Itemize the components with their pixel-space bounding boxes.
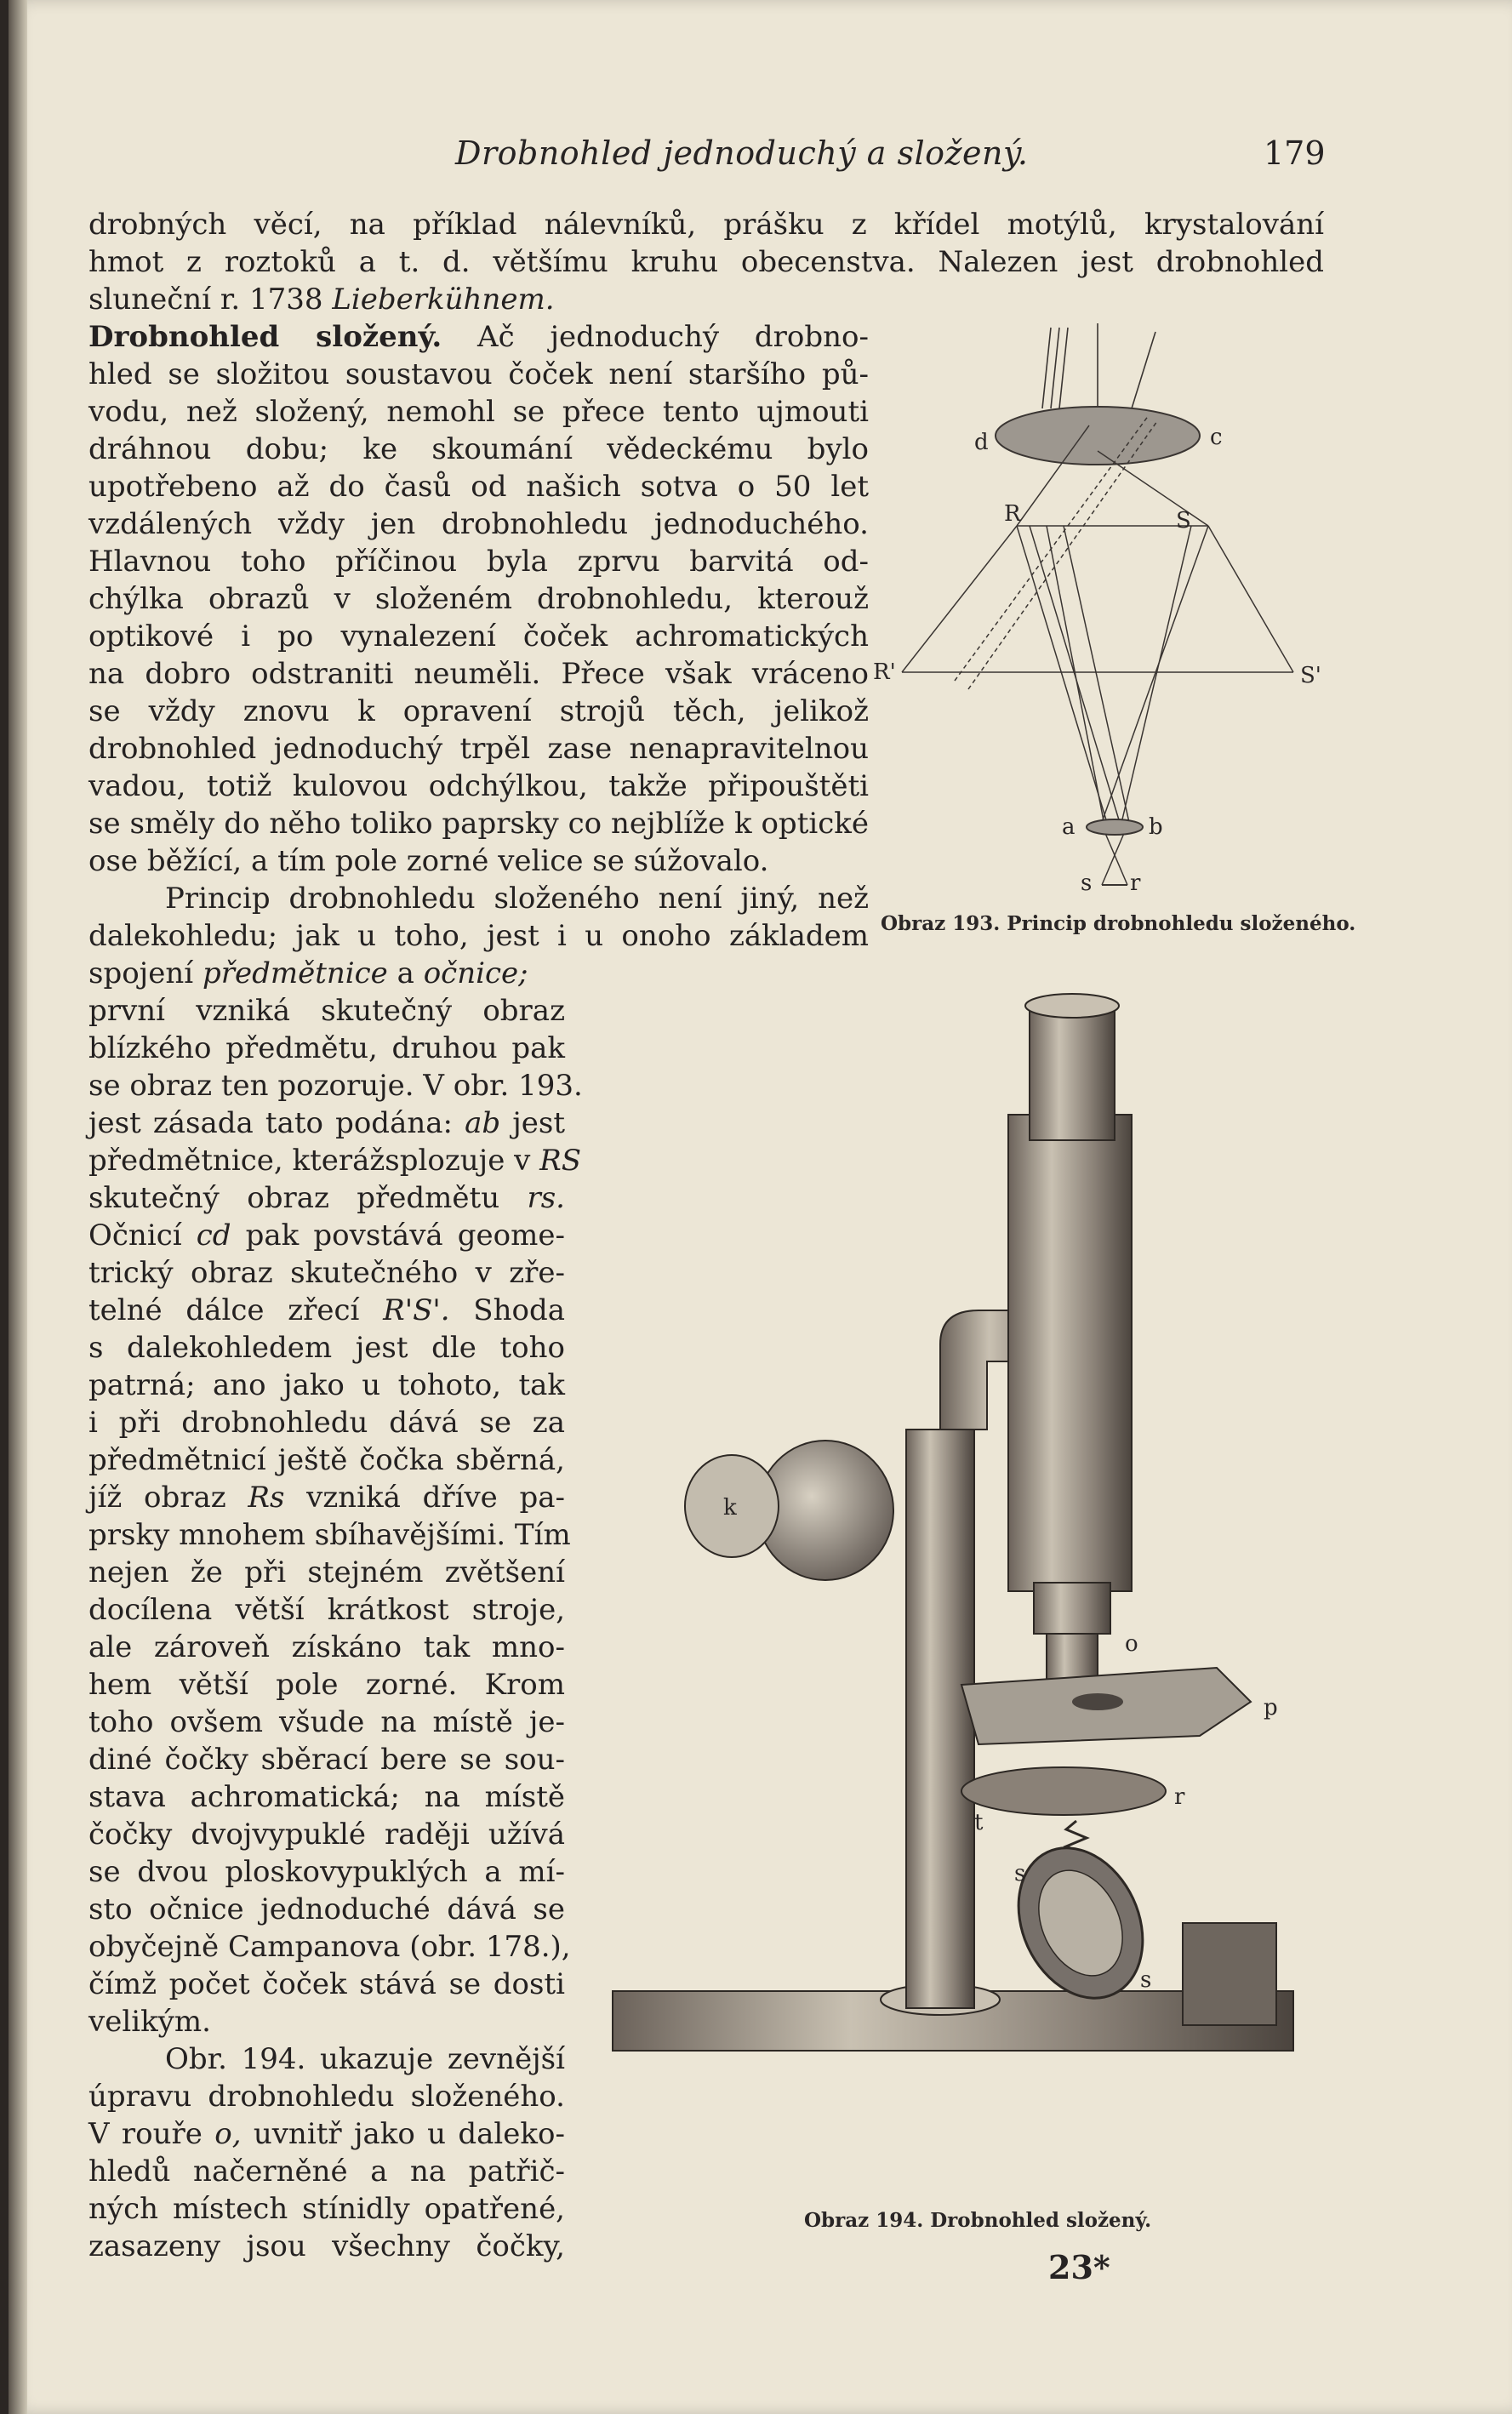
signature-mark: 23*: [1048, 2248, 1110, 2286]
text-segment: V rouře: [88, 2117, 215, 2151]
text-segment: R'S'.: [383, 1293, 450, 1327]
text-segment: jest zásada tato podána:: [88, 1106, 465, 1140]
objective-ray: [1017, 526, 1110, 834]
text-line: hledů načerněné a na patřič-: [88, 2154, 565, 2189]
incoming-ray: [1132, 332, 1155, 408]
text-line: se směly do něho toliko paprsky co nejblíže k optické: [88, 807, 869, 841]
label-R: R: [1004, 501, 1021, 527]
incoming-ray: [1051, 328, 1059, 408]
figure-193-ray-diagram: [868, 306, 1344, 919]
text-line: diné čočky sběrací bere se sou-: [88, 1743, 565, 1777]
text-line: [88, 318, 869, 356]
label-c: c: [1210, 425, 1223, 450]
text-line: čímž počet čoček stává se dosti: [88, 1967, 565, 2001]
page-number: 179: [1264, 134, 1326, 172]
text-line: první vzniká skutečný obraz: [88, 994, 565, 1028]
label-r: r: [1174, 1784, 1185, 1810]
eyepiece-lens: [996, 407, 1200, 465]
text-segment: ab: [465, 1106, 501, 1140]
text-segment: Ač jednoduchý drobno-: [442, 320, 869, 354]
text-segment: o,: [214, 2117, 242, 2151]
microscope-tube: [1008, 1115, 1132, 1591]
label-k: k: [723, 1495, 737, 1521]
incoming-ray: [1059, 328, 1068, 408]
objective-lens: [1087, 819, 1143, 835]
text-line: [88, 2115, 565, 2153]
label-S: S: [1176, 508, 1191, 534]
label-b: b: [1149, 814, 1163, 840]
text-segment: jest: [500, 1106, 565, 1140]
text-line: [88, 1142, 582, 1179]
stage-aperture: [1072, 1693, 1123, 1710]
text-line: úpravu drobnohledu složeného.: [88, 2080, 565, 2114]
text-line: drobnohled jednoduchý trpěl zase nenapravitelnou: [88, 732, 869, 766]
text-line: čočky dvojvypuklé raději užívá: [88, 1818, 565, 1852]
text-segment: očnice;: [423, 956, 528, 990]
label-s: s: [1081, 870, 1093, 896]
text-segment: RS: [539, 1144, 582, 1178]
text-segment: Rs: [248, 1481, 285, 1515]
label-a: a: [1062, 814, 1076, 840]
text-line: vodu, než složený, nemohl se přece tento ujmouti: [88, 395, 869, 429]
label-s-upper: s: [1014, 1861, 1026, 1886]
text-line: vzdálených vždy jen drobnohledu jednoduchého.: [88, 507, 869, 541]
text-line: sto očnice jednoduché dává se: [88, 1892, 565, 1926]
text-segment: telné dálce zřecí: [88, 1293, 384, 1327]
text-line: blízkého předmětu, druhou pak: [88, 1031, 565, 1065]
text-line: [88, 1179, 565, 1217]
incoming-ray: [1042, 328, 1051, 408]
objective-mount: [1034, 1583, 1110, 1634]
text-line: s dalekohledem jest dle toho: [88, 1331, 565, 1365]
text-line: chýlka obrazů v složeném drobnohledu, kterouž: [88, 582, 869, 616]
text-line: ose běžící, a tím pole zorné velice se súžovalo.: [88, 844, 769, 878]
label-o: o: [1125, 1631, 1138, 1657]
diaphragm-disc: [961, 1767, 1166, 1815]
text-segment: spojení: [88, 956, 203, 990]
label-r: r: [1130, 870, 1141, 896]
text-segment: vzniká dříve pa-: [284, 1481, 565, 1515]
text-line: zasazeny jsou všechny čočky,: [88, 2229, 565, 2263]
text-segment: předmětnice, kterážsplozuje v: [88, 1144, 540, 1178]
text-line: [88, 1217, 565, 1254]
section-heading: Drobnohled složený.: [88, 320, 442, 354]
text-line: [88, 1479, 565, 1516]
text-segment: jíž obraz: [88, 1481, 248, 1515]
text-line: obyčejně Campanova (obr. 178.),: [88, 1930, 571, 1964]
construction-ray: [1208, 526, 1293, 672]
text-line: Princip drobnohledu složeného není jiný, než: [165, 882, 869, 916]
text-segment: pak povstává geome-: [231, 1218, 565, 1253]
text-line: i při drobnohledu dává se za: [88, 1406, 565, 1440]
objective-ray: [1098, 526, 1208, 834]
figure-193-caption: Obraz 193. Princip drobnohledu složeného.: [881, 912, 1356, 935]
base-foot: [1183, 1923, 1276, 2025]
text-segment: rs.: [527, 1181, 565, 1215]
text-line: drobných věcí, na příklad nálevníků, prášku z křídel motýlů, krystalování: [88, 208, 1324, 242]
text-line: prsky mnohem sbíhavějšími. Tím: [88, 1518, 571, 1552]
label-S-prime: S': [1300, 663, 1321, 688]
eyepiece-draw-tube: [1030, 1004, 1115, 1140]
construction-ray: [1098, 451, 1208, 526]
text-segment: uvnitř jako u daleko-: [241, 2117, 565, 2151]
text-segment: Očnicí: [88, 1218, 197, 1253]
text-line: se obraz ten pozoruje. V obr. 193.: [88, 1069, 583, 1103]
text-line: dráhnou dobu; ke skoumání vědeckému bylo: [88, 432, 869, 466]
text-line: nejen že při stejném zvětšení: [88, 1555, 565, 1589]
text-line: optikové i po vynalezení čoček achromatických: [88, 619, 869, 653]
book-page: [9, 0, 1512, 2414]
text-segment: sluneční r. 1738: [88, 282, 333, 317]
text-line: se vždy znovu k opravení strojů těch, jelikož: [88, 694, 869, 728]
text-line: [88, 1104, 565, 1142]
text-line: velikým.: [88, 2005, 211, 2039]
text-line: docílena větší krátkost stroje,: [88, 1593, 565, 1627]
construction-ray: [902, 526, 1017, 672]
text-segment: skutečný obraz předmětu: [88, 1181, 528, 1215]
figure-194-microscope: [604, 987, 1344, 2153]
text-line: upotřebeno až do časů od našich sotva o 50 let: [88, 470, 869, 504]
text-line: patrná; ano jako u tohoto, tak: [88, 1368, 565, 1402]
text-line: na dobro odstraniti neuměli. Přece však vráceno: [88, 657, 869, 691]
text-line: Obr. 194. ukazuje zevnější: [165, 2042, 565, 2076]
text-line: vadou, totiž kulovou odchýlkou, takže připouštěti: [88, 769, 869, 803]
microscope-pillar: [906, 1430, 974, 2008]
eyepiece-rim: [1025, 994, 1119, 1018]
text-line: Hlavnou toho příčinou byla zprvu barvitá od-: [88, 545, 869, 579]
label-p: p: [1264, 1695, 1278, 1721]
text-segment: předmětnice: [202, 956, 388, 990]
text-line: ných místech stínidly opatřené,: [88, 2192, 565, 2226]
running-title: Drobnohled jednoduchý a složený.: [455, 134, 1029, 172]
text-line: toho ovšem všude na místě je-: [88, 1705, 565, 1739]
label-R-prime: R': [873, 659, 896, 685]
text-segment: Shoda: [449, 1293, 565, 1327]
text-line: ale zároveň získáno tak mno-: [88, 1630, 565, 1664]
text-segment: Lieberkühnem.: [332, 282, 555, 317]
text-line: se dvou ploskovypuklých a mí-: [88, 1855, 565, 1889]
text-line: hled se složitou soustavou čoček není staršího pů-: [88, 357, 869, 391]
text-line: předmětnicí ještě čočka sběrná,: [88, 1443, 565, 1477]
text-segment: a: [387, 956, 424, 990]
text-line: stava achromatická; na místě: [88, 1780, 565, 1814]
objective-ray: [1119, 526, 1191, 834]
text-line: hmot z roztoků a t. d. většímu kruhu obecenstva. Nalezen jest drobnohled: [88, 245, 1324, 279]
label-s-lower: s: [1140, 1967, 1152, 1993]
label-d: d: [974, 430, 989, 455]
text-line: [88, 1292, 565, 1329]
book-spine-shadow: [9, 0, 27, 2414]
label-t: t: [974, 1810, 984, 1835]
text-segment: cd: [196, 1218, 231, 1253]
figure-194-caption: Obraz 194. Drobnohled složený.: [804, 2209, 1152, 2232]
text-line: dalekohledu; jak u toho, jest i u onoho základem: [88, 919, 869, 953]
text-line: trický obraz skutečného v zře-: [88, 1256, 565, 1290]
text-line: hem větší pole zorné. Krom: [88, 1668, 565, 1702]
